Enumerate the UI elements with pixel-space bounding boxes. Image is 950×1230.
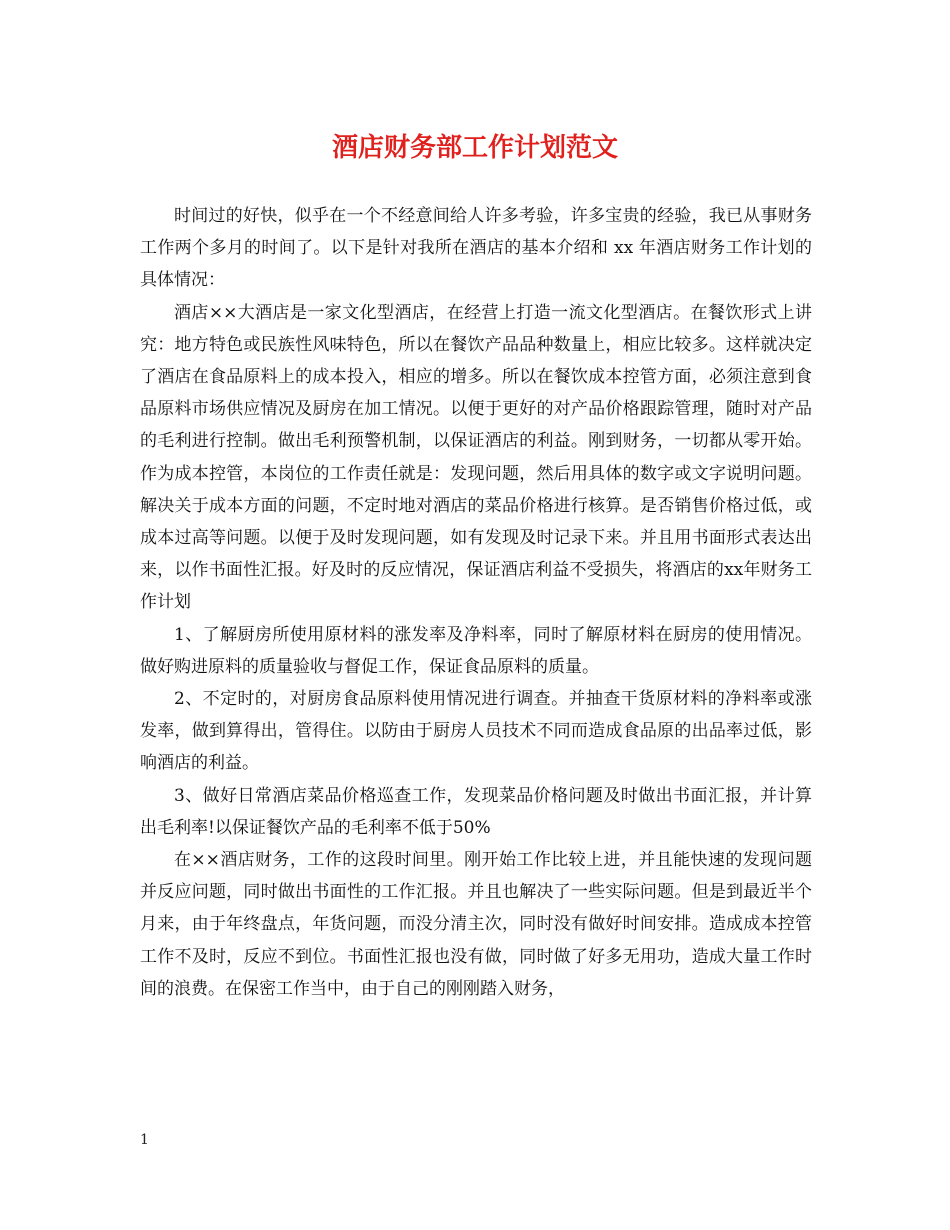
paragraph-hotel-overview: 酒店××大酒店是一家文化型酒店，在经营上打造一流文化型酒店。在餐饮形式上讲究：地方特色或民族性风味特色，所以在餐饮产品品种数量上，相应比较多。这样就决定了酒店在食品原料上的成本投入，相应的增多。所以在餐饮成本控管方面，必须注意到食品原料市场供应情况及厨房在加工情况。以便于更好的对产品价格跟踪管理，随时对产品的毛利进行控制。做出毛利预警机制，以保证酒店的利益。刚到财务，一切都从零开始。作为成本控管，本岗位的工作责任就是：发现问题，然后用具体的数字或文字说明问题。解决关于成本方面的问题，不定时地对酒店的菜品价格进行核算。是否销售价格过低，或成本过高等问题。以便于及时发现问题，如有发现及时记录下来。并且用书面形式表达出来，以作书面性汇报。好及时的反应情况，保证酒店利益不受损失，将酒店的xx年财务工作计划 <box>140 302 812 613</box>
paragraph-work-review: 在××酒店财务，工作的这段时间里。刚开始工作比较上进，并且能快速的发现问题并反应问题，同时做出书面性的工作汇报。并且也解决了一些实际问题。但是到最近半个月来，由于年终盘点，年货问题，而没分清主次，同时没有做好时间安排。造成成本控管工作不及时，反应不到位。书面性汇报也没有做，同时做了好多无用功，造成大量工作时间的浪费。在保密工作当中，由于自己的刚刚踏入财务， <box>140 850 812 999</box>
document-title: 酒店财务部工作计划范文 <box>331 133 618 163</box>
paragraph-intro: 时间过的好快，似乎在一个不经意间给人许多考验，许多宝贵的经验，我已从事财务工作两个多月的时间了。以下是针对我所在酒店的基本介绍和 xx 年酒店财务工作计划的具体情况： <box>140 206 812 291</box>
paragraph-plan-item-1: 1、了解厨房所使用原材料的涨发率及净料率，同时了解原材料在厨房的使用情况。做好购进原料的质量验收与督促工作，保证食品原料的质量。 <box>140 624 812 677</box>
paragraph-plan-item-2: 2、不定时的，对厨房食品原料使用情况进行调查。并抽查干货原材料的净料率或涨发率，做到算得出，管得住。以防由于厨房人员技术不同而造成食品原的出品率过低，影响酒店的利益。 <box>140 689 812 774</box>
page-number: 1 <box>140 1132 149 1148</box>
paragraph-plan-item-3: 3、做好日常酒店菜品价格巡查工作，发现菜品价格问题及时做出书面汇报，并计算出毛利率!以保证餐饮产品的毛利率不低于50% <box>140 785 812 838</box>
document-body <box>140 200 812 1005</box>
